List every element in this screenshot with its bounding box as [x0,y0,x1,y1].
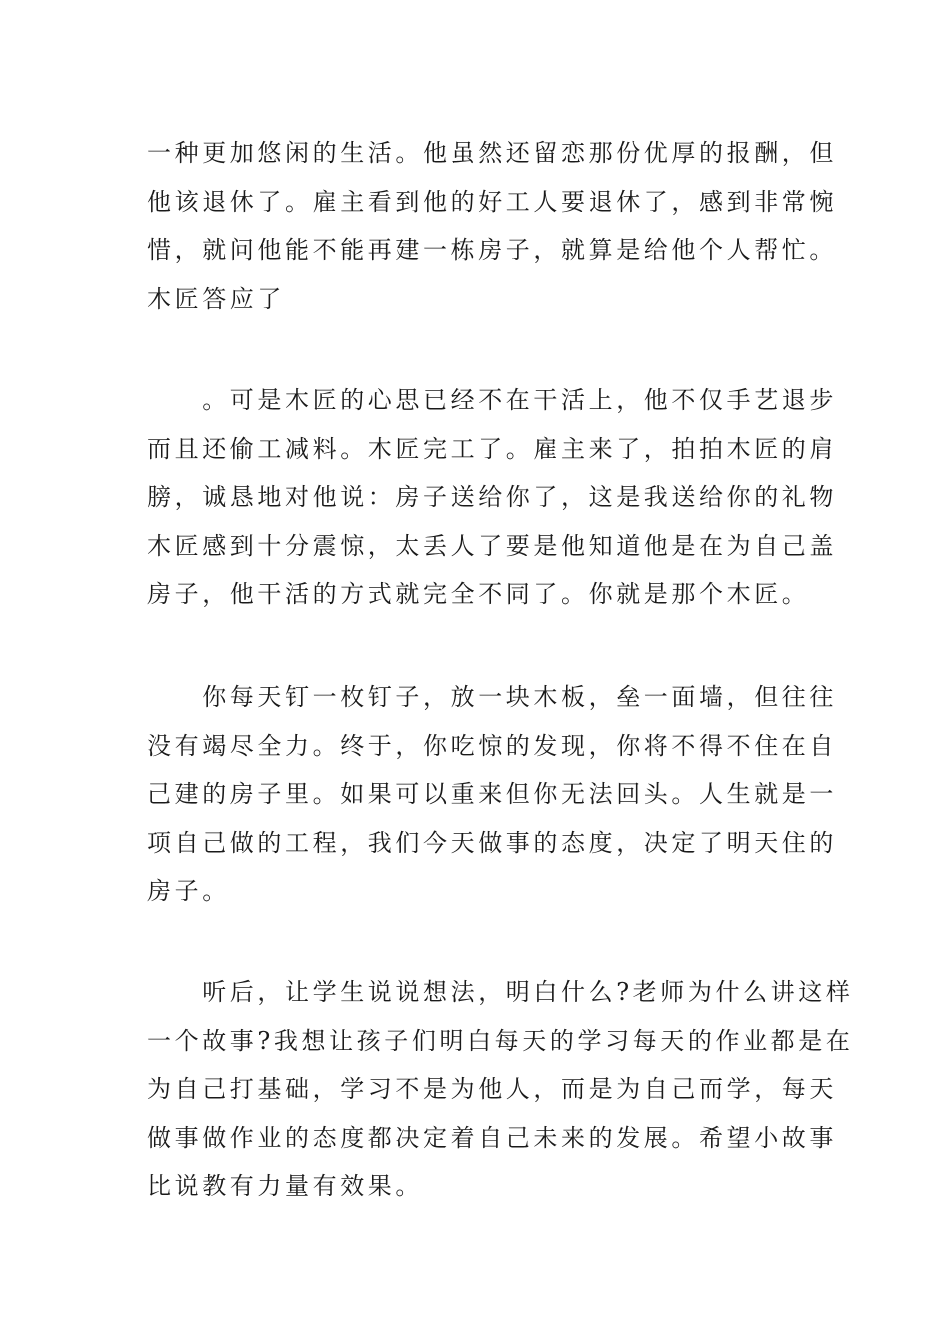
text-line: 做事做作业的态度都决定着自己未来的发展。希望小故事 [147,1123,837,1152]
text-line: 而且还偷工减料。木匠完工了。雇主来了，拍拍木匠的肩 [147,434,837,463]
text-line: 房子。 [147,877,230,905]
text-line: 一种更加悠闲的生活。他虽然还留恋那份优厚的报酬，但 [147,139,837,167]
paragraph-3 [147,673,837,916]
text-line: 木匠答应了 [147,284,285,313]
text-line: 房子，他干活的方式就完全不同了。你就是那个木匠。 [147,580,810,608]
text-line: 。可是木匠的心思已经不在干活上，他不仅手艺退步 [147,386,837,414]
text-line: 木匠感到十分震惊，太丢人了要是他知道他是在为自己盖 [147,531,837,560]
text-line: 项自己做的工程，我们今天做事的态度，决定了明天住的 [147,828,837,857]
text-line: 没有竭尽全力。终于，你吃惊的发现，你将不得不住在自 [147,731,837,760]
text-line: 一个故事?我想让孩子们明白每天的学习每天的作业都是在 [147,1026,854,1055]
text-line: 膀，诚恳地对他说：房子送给你了，这是我送给你的礼物 [147,483,837,511]
paragraph-4 [147,968,854,1211]
text-line: 惜，就问他能不能再建一栋房子，就算是给他个人帮忙。 [147,236,837,264]
text-line: 听后，让学生说说想法，明白什么?老师为什么讲这样 [147,978,854,1006]
paragraph-2 [147,376,837,619]
text-line: 为自己打基础，学习不是为他人，而是为自己而学，每天 [147,1075,837,1103]
text-line: 他该退休了。雇主看到他的好工人要退休了，感到非常惋 [147,187,837,216]
paragraph-1 [147,129,837,323]
text-line: 己建的房子里。如果可以重来但你无法回头。人生就是一 [147,780,837,808]
text-line: 你每天钉一枚钉子，放一块木板，垒一面墙，但往往 [147,683,837,711]
text-line: 比说教有力量有效果。 [147,1172,423,1200]
